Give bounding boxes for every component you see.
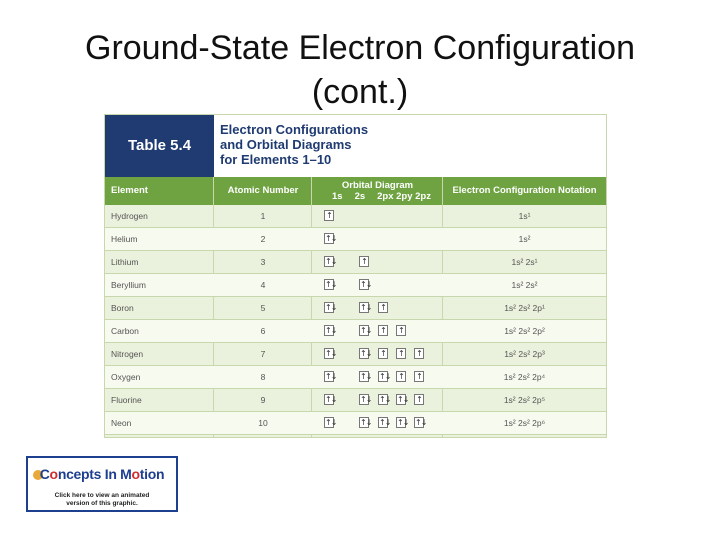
electron-config-table bbox=[104, 114, 607, 438]
header-atomic-number: Atomic Number bbox=[227, 185, 299, 196]
orbital-box: ↑↓ bbox=[360, 303, 372, 312]
table-row bbox=[105, 343, 606, 366]
header-orbital-1s: 1s bbox=[332, 191, 343, 202]
configuration-notation: 1s² bbox=[518, 234, 531, 244]
orbital-diagram bbox=[312, 205, 443, 227]
atomic-number: 5 bbox=[260, 303, 266, 313]
concepts-title-part: o bbox=[131, 466, 140, 482]
slide-title-line1: Ground-State Electron Configuration bbox=[85, 29, 635, 67]
header-orbital-diagram bbox=[312, 177, 443, 205]
orbital-box: ↑ bbox=[359, 256, 369, 267]
atomic-number: 7 bbox=[260, 349, 266, 359]
header-element: Element bbox=[111, 185, 148, 196]
table-row bbox=[105, 228, 606, 251]
concepts-subtitle bbox=[28, 492, 176, 508]
orbital-diagram bbox=[312, 251, 443, 273]
orbital-box: ↑↓ bbox=[325, 372, 337, 381]
orbital-box: ↑↓ bbox=[325, 303, 337, 312]
concepts-title-part: C bbox=[39, 466, 50, 482]
table-row bbox=[105, 366, 606, 389]
atomic-number: 2 bbox=[260, 234, 266, 244]
table-label: Table 5.4 bbox=[105, 115, 214, 177]
orbital-box: ↑↓ bbox=[397, 395, 409, 404]
table-caption-line: for Elements 1–10 bbox=[220, 152, 332, 167]
table-row bbox=[105, 274, 606, 297]
orbital-box: ↑ bbox=[324, 210, 334, 221]
orbital-box: ↑↓ bbox=[325, 234, 337, 243]
orbital-box: ↑↓ bbox=[360, 326, 372, 335]
configuration-notation: 1s² 2s² 2p¹ bbox=[504, 303, 545, 313]
orbital-box: ↑ bbox=[378, 348, 388, 359]
orbital-box: ↑↓ bbox=[325, 326, 337, 335]
orbital-diagram bbox=[312, 274, 443, 296]
orbital-box: ↑ bbox=[396, 325, 406, 336]
table-row bbox=[105, 320, 606, 343]
column-header-row bbox=[105, 177, 606, 205]
atomic-number: 1 bbox=[260, 211, 266, 221]
orbital-box: ↑ bbox=[396, 348, 406, 359]
element-name: Neon bbox=[111, 418, 132, 428]
element-name: Oxygen bbox=[111, 372, 141, 382]
atomic-number: 9 bbox=[260, 395, 266, 405]
table-row bbox=[105, 389, 606, 412]
concepts-subtitle-line: Click here to view an animated bbox=[54, 492, 150, 499]
concepts-title-part: tion bbox=[139, 466, 165, 482]
configuration-notation: 1s² 2s¹ bbox=[511, 257, 538, 267]
element-name: Helium bbox=[111, 234, 138, 244]
slide-title bbox=[0, 26, 720, 114]
table-row bbox=[105, 297, 606, 320]
concepts-title-o: o bbox=[49, 466, 58, 482]
atomic-number: 10 bbox=[258, 418, 268, 428]
table-body bbox=[105, 205, 606, 435]
table-header-block bbox=[105, 115, 606, 177]
orbital-diagram bbox=[312, 228, 443, 250]
orbital-box: ↑↓ bbox=[360, 418, 372, 427]
atomic-number: 3 bbox=[260, 257, 266, 267]
configuration-notation: 1s² 2s² bbox=[511, 280, 538, 290]
concepts-in-motion-button[interactable] bbox=[26, 456, 178, 512]
orbital-box: ↑↓ bbox=[360, 395, 372, 404]
orbital-box: ↑↓ bbox=[325, 349, 337, 358]
element-name: Hydrogen bbox=[111, 211, 148, 221]
table-caption-line: Electron Configurations bbox=[220, 122, 369, 137]
element-name: Boron bbox=[111, 303, 134, 313]
orbital-box: ↑↓ bbox=[360, 372, 372, 381]
orbital-box: ↑↓ bbox=[379, 372, 391, 381]
orbital-box: ↑ bbox=[414, 371, 424, 382]
orbital-diagram bbox=[312, 320, 443, 342]
atomic-number: 4 bbox=[260, 280, 266, 290]
orbital-box: ↑↓ bbox=[379, 395, 391, 404]
atomic-number: 8 bbox=[260, 372, 266, 382]
orbital-diagram bbox=[312, 366, 443, 388]
configuration-notation: 1s² 2s² 2p³ bbox=[504, 349, 545, 359]
concepts-title bbox=[28, 466, 176, 482]
element-name: Lithium bbox=[111, 257, 139, 267]
orbital-box: ↑↓ bbox=[397, 418, 409, 427]
orbital-box: ↑↓ bbox=[379, 418, 391, 427]
header-notation: Electron Configuration Notation bbox=[452, 185, 597, 196]
orbital-box: ↑↓ bbox=[415, 418, 427, 427]
table-caption-line: and Orbital Diagrams bbox=[220, 137, 352, 152]
slide-title-line2: (cont.) bbox=[311, 73, 409, 111]
orbital-box: ↑↓ bbox=[360, 349, 372, 358]
orbital-box: ↑ bbox=[378, 302, 388, 313]
orbital-box: ↑↓ bbox=[325, 395, 337, 404]
orbital-diagram bbox=[312, 389, 443, 411]
element-name: Nitrogen bbox=[111, 349, 144, 359]
orbital-diagram bbox=[312, 297, 443, 319]
concepts-title-part: ncepts In M bbox=[57, 466, 132, 482]
header-orbital-sublabels bbox=[312, 191, 443, 202]
orbital-box: ↑↓ bbox=[360, 280, 372, 289]
element-name: Carbon bbox=[111, 326, 139, 336]
configuration-notation: 1s¹ bbox=[518, 211, 531, 221]
table-row bbox=[105, 412, 606, 435]
table-caption bbox=[220, 122, 368, 167]
orbital-box: ↑↓ bbox=[325, 280, 337, 289]
header-orbital-2s: 2s bbox=[354, 191, 366, 202]
element-name: Beryllium bbox=[111, 280, 146, 290]
atomic-number: 6 bbox=[260, 326, 266, 336]
orbital-box: ↑↓ bbox=[325, 257, 337, 266]
concepts-subtitle-line: version of this graphic. bbox=[66, 500, 138, 507]
orbital-box: ↑ bbox=[396, 371, 406, 382]
orbital-box: ↑↓ bbox=[325, 418, 337, 427]
orbital-box: ↑ bbox=[378, 325, 388, 336]
header-orbital-2p: 2px 2py 2pz bbox=[377, 191, 431, 202]
orbital-diagram bbox=[312, 343, 443, 365]
configuration-notation: 1s² 2s² 2p⁵ bbox=[503, 395, 546, 405]
configuration-notation: 1s² 2s² 2p⁶ bbox=[503, 418, 546, 428]
orbital-box: ↑ bbox=[414, 394, 424, 405]
configuration-notation: 1s² 2s² 2p² bbox=[504, 326, 545, 336]
element-name: Fluorine bbox=[111, 395, 142, 405]
configuration-notation: 1s² 2s² 2p⁴ bbox=[503, 372, 546, 382]
table-row bbox=[105, 251, 606, 274]
orbital-diagram bbox=[312, 412, 443, 434]
orbital-box: ↑ bbox=[414, 348, 424, 359]
table-row bbox=[105, 205, 606, 228]
header-orbital-title: Orbital Diagram bbox=[341, 180, 414, 191]
